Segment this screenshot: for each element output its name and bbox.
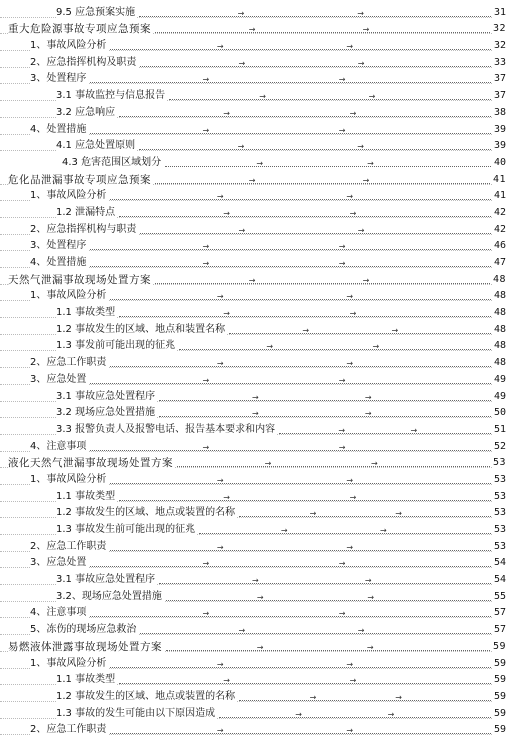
tab-arrow-icon: → bbox=[216, 192, 224, 202]
dot-leader bbox=[239, 507, 491, 519]
dot-leader bbox=[166, 641, 490, 653]
tab-arrow-icon: → bbox=[256, 592, 264, 602]
toc-page-number: 59 bbox=[492, 640, 506, 652]
tab-arrow-icon: → bbox=[362, 275, 370, 285]
toc-page-number: 59 bbox=[493, 674, 506, 686]
toc-page-number: 59 bbox=[493, 724, 506, 736]
toc-entry[interactable] bbox=[0, 686, 514, 703]
tab-arrow-icon: → bbox=[252, 576, 259, 586]
toc-entry-title: 4.1 应急处置原则 bbox=[56, 140, 136, 152]
tab-arrow-icon: → bbox=[346, 726, 354, 736]
dot-leader bbox=[179, 340, 491, 352]
toc-entry-title: 1.1 事故类型 bbox=[56, 674, 116, 686]
toc-entry[interactable] bbox=[0, 619, 514, 636]
dot-leader bbox=[219, 708, 491, 720]
dot-leader bbox=[139, 7, 491, 19]
dot-leader bbox=[110, 724, 491, 736]
toc-page-number: 57 bbox=[493, 607, 506, 619]
tab-arrow-icon: → bbox=[338, 259, 346, 268]
dot-leader bbox=[90, 557, 491, 569]
dot-leader bbox=[139, 140, 491, 152]
toc-entry-title: 3.1 事故应急处置程序 bbox=[56, 574, 156, 586]
tab-arrow-icon: → bbox=[346, 542, 354, 552]
toc-entry[interactable] bbox=[0, 603, 514, 620]
dot-leader bbox=[199, 524, 491, 536]
tab-arrow-icon: → bbox=[372, 342, 380, 352]
toc-page-number: 48 bbox=[492, 273, 506, 285]
toc-entry-title: 3.1 事故监控与信息报告 bbox=[56, 90, 166, 102]
toc-page-number: 32 bbox=[492, 23, 506, 35]
toc-entry-title: 3.2 现场应急处置措施 bbox=[56, 407, 156, 419]
toc-entry-title: 3、应急处置 bbox=[30, 373, 87, 385]
toc-page-number: 55 bbox=[493, 590, 506, 602]
tab-arrow-icon: → bbox=[364, 392, 372, 402]
toc-entry[interactable] bbox=[0, 703, 514, 720]
toc-entry-title: 4、注意事项 bbox=[30, 440, 87, 452]
tab-arrow-icon: → bbox=[248, 175, 256, 185]
toc-page-number: 39 bbox=[493, 140, 506, 152]
dot-leader bbox=[110, 290, 491, 302]
dot-leader bbox=[110, 474, 491, 486]
toc-entry-title: 1.2 事故发生的区域、地点或装置的名称 bbox=[56, 507, 236, 519]
tab-arrow-icon: → bbox=[259, 92, 266, 102]
dot-leader bbox=[177, 457, 490, 469]
toc-page-number: 53 bbox=[493, 507, 506, 519]
toc-entry[interactable] bbox=[0, 152, 514, 169]
toc-entry[interactable] bbox=[0, 419, 514, 436]
toc-entry-title: 3、处置程序 bbox=[30, 73, 87, 85]
dot-leader bbox=[159, 407, 491, 419]
toc-entry-title: 3.2、现场应急处置措施 bbox=[56, 590, 162, 602]
toc-entry[interactable] bbox=[0, 85, 514, 102]
tab-arrow-icon: → bbox=[223, 492, 230, 502]
tab-arrow-icon: → bbox=[223, 676, 230, 686]
toc-entry-title: 4、处置措施 bbox=[30, 257, 87, 268]
toc-entry-title: 1.3 事故发生前可能出现的征兆 bbox=[56, 524, 196, 535]
dot-leader bbox=[140, 624, 491, 636]
toc-entry[interactable] bbox=[0, 186, 514, 203]
toc-entry-title: 4、注意事项 bbox=[30, 607, 87, 619]
dot-leader bbox=[119, 491, 491, 503]
toc-entry[interactable] bbox=[0, 269, 514, 286]
toc-entry[interactable] bbox=[0, 336, 514, 353]
dot-leader bbox=[239, 691, 491, 703]
toc-page-number: 54 bbox=[493, 574, 506, 586]
toc-entry[interactable] bbox=[0, 469, 514, 486]
toc-page-number: 53 bbox=[493, 524, 506, 535]
tab-arrow-icon: → bbox=[238, 225, 246, 235]
dot-leader bbox=[155, 23, 490, 35]
dot-leader bbox=[110, 40, 491, 52]
toc-page-number: 37 bbox=[493, 90, 506, 102]
toc-page-number: 59 bbox=[493, 690, 506, 702]
toc-entry-title: 2、应急指挥机构及职责 bbox=[30, 56, 137, 68]
toc-entry[interactable] bbox=[0, 486, 514, 503]
tab-arrow-icon: → bbox=[357, 626, 365, 636]
tab-arrow-icon: → bbox=[309, 509, 317, 519]
dot-leader bbox=[140, 224, 491, 236]
tab-arrow-icon: → bbox=[387, 709, 395, 719]
toc-entry[interactable] bbox=[0, 286, 514, 303]
tab-arrow-icon: → bbox=[349, 309, 357, 319]
toc-entry[interactable] bbox=[0, 636, 514, 653]
tab-arrow-icon: → bbox=[366, 642, 375, 652]
tab-arrow-icon: → bbox=[202, 609, 210, 619]
toc-page-number: 47 bbox=[493, 257, 506, 268]
toc-entry-title: 1.2 事故发生的区域、地点和装置名称 bbox=[56, 323, 226, 335]
tab-arrow-icon: → bbox=[295, 709, 302, 719]
tab-arrow-icon: → bbox=[202, 75, 210, 85]
tab-arrow-icon: → bbox=[338, 375, 346, 385]
toc-page-number: 54 bbox=[493, 557, 506, 569]
tab-arrow-icon: → bbox=[216, 292, 224, 302]
tab-arrow-icon: → bbox=[216, 726, 224, 736]
tab-arrow-icon: → bbox=[216, 359, 224, 369]
tab-arrow-icon: → bbox=[367, 592, 375, 602]
tab-arrow-icon: → bbox=[364, 409, 372, 419]
dot-leader bbox=[279, 424, 491, 436]
tab-arrow-icon: → bbox=[349, 208, 357, 218]
toc-page-number: 48 bbox=[493, 340, 506, 352]
toc-entry[interactable] bbox=[0, 369, 514, 386]
tab-arrow-icon: → bbox=[216, 42, 224, 52]
toc-entry[interactable] bbox=[0, 169, 514, 186]
toc-entry-title: 1、事故风险分析 bbox=[30, 290, 107, 302]
tab-arrow-icon: → bbox=[346, 475, 354, 485]
tab-arrow-icon: → bbox=[362, 25, 370, 35]
tab-arrow-icon: → bbox=[264, 459, 272, 469]
toc-entry-title: 3.2 应急响应 bbox=[56, 106, 116, 118]
toc-entry[interactable] bbox=[0, 119, 514, 136]
dot-leader bbox=[90, 257, 491, 269]
toc-entry-title: 2、应急工作职责 bbox=[30, 724, 107, 736]
tab-arrow-icon: → bbox=[395, 509, 402, 519]
toc-entry[interactable] bbox=[0, 69, 514, 86]
toc-entry[interactable] bbox=[0, 553, 514, 570]
toc-page-number: 48 bbox=[493, 307, 506, 319]
toc-entry[interactable] bbox=[0, 236, 514, 253]
toc-entry-title: 1.2 泄漏特点 bbox=[56, 206, 116, 218]
toc-entry-title: 1.3 事故的发生可能由以下原因造成 bbox=[56, 707, 216, 719]
tab-arrow-icon: → bbox=[248, 25, 256, 35]
tab-arrow-icon: → bbox=[302, 325, 310, 335]
toc-page-number: 38 bbox=[493, 106, 506, 118]
dot-leader bbox=[90, 607, 491, 619]
toc-page-number: 49 bbox=[493, 373, 506, 385]
toc-entry-title: 1、事故风险分析 bbox=[30, 190, 107, 202]
dot-leader bbox=[110, 541, 491, 553]
dot-leader bbox=[110, 357, 491, 369]
tab-arrow-icon: → bbox=[346, 192, 354, 202]
toc-page-number: 40 bbox=[493, 156, 506, 168]
toc-page-number: 42 bbox=[493, 206, 506, 218]
tab-arrow-icon: → bbox=[362, 175, 370, 185]
tab-arrow-icon: → bbox=[380, 526, 387, 535]
toc-entry-title: 易燃液体泄露事故现场处置方案 bbox=[8, 640, 162, 653]
toc-page-number: 39 bbox=[493, 123, 506, 135]
toc-page-number: 41 bbox=[492, 173, 506, 185]
toc-entry-title: 重大危险源事故专项应急预案 bbox=[8, 23, 151, 36]
toc-entry[interactable] bbox=[0, 102, 514, 119]
toc-entry[interactable] bbox=[0, 536, 514, 553]
tab-arrow-icon: → bbox=[237, 8, 245, 18]
tab-arrow-icon: → bbox=[349, 676, 357, 686]
toc-entry-title: 3、应急处置 bbox=[30, 557, 87, 569]
tab-arrow-icon: → bbox=[256, 642, 264, 652]
toc-entry-title: 1.1 事故类型 bbox=[56, 490, 116, 502]
tab-arrow-icon: → bbox=[395, 692, 402, 702]
dot-leader bbox=[169, 90, 491, 102]
toc-page-number: 42 bbox=[493, 223, 506, 235]
tab-arrow-icon: → bbox=[364, 576, 372, 586]
toc-page-number: 57 bbox=[493, 624, 506, 636]
toc-page-number: 37 bbox=[493, 73, 506, 85]
toc-entry[interactable] bbox=[0, 403, 514, 420]
toc-entry[interactable] bbox=[0, 302, 514, 319]
tab-arrow-icon: → bbox=[238, 626, 246, 636]
tab-arrow-icon: → bbox=[202, 375, 210, 385]
tab-arrow-icon: → bbox=[367, 158, 374, 168]
toc-entry-title: 3、处置程序 bbox=[30, 240, 87, 252]
tab-arrow-icon: → bbox=[338, 125, 346, 135]
tab-arrow-icon: → bbox=[223, 108, 230, 118]
tab-arrow-icon: → bbox=[338, 559, 346, 569]
toc-entry[interactable] bbox=[0, 319, 514, 336]
toc-entry-title: 3.1 事故应急处置程序 bbox=[56, 390, 156, 402]
tab-arrow-icon: → bbox=[349, 108, 357, 118]
toc-entry-title: 2、应急指挥机构与职责 bbox=[30, 223, 137, 235]
tab-arrow-icon: → bbox=[202, 559, 210, 569]
toc-page-number: 48 bbox=[493, 290, 506, 302]
toc-page-number: 48 bbox=[493, 323, 506, 335]
toc-page-number: 53 bbox=[493, 540, 506, 552]
dot-leader bbox=[159, 574, 491, 586]
toc-page-number: 50 bbox=[493, 407, 506, 419]
toc-entry[interactable] bbox=[0, 503, 514, 520]
tab-arrow-icon: → bbox=[252, 409, 259, 419]
dot-leader bbox=[110, 190, 491, 202]
dot-leader bbox=[140, 57, 491, 69]
toc-entry[interactable] bbox=[0, 19, 514, 36]
toc-entry[interactable] bbox=[0, 252, 514, 269]
toc-entry-title: 1、事故风险分析 bbox=[30, 40, 107, 52]
toc-entry-title: 2、应急工作职责 bbox=[30, 357, 107, 369]
tab-arrow-icon: → bbox=[338, 425, 346, 435]
tab-arrow-icon: → bbox=[248, 275, 256, 285]
dot-leader bbox=[155, 174, 490, 186]
dot-leader bbox=[165, 157, 491, 169]
toc-page-number: 48 bbox=[493, 357, 506, 369]
tab-arrow-icon: → bbox=[266, 342, 274, 352]
tab-arrow-icon: → bbox=[338, 609, 346, 619]
toc-entry-title: 危化品泄漏事故专项应急预案 bbox=[8, 173, 151, 186]
tab-arrow-icon: → bbox=[346, 659, 354, 669]
toc-page-number: 59 bbox=[493, 707, 506, 719]
tab-arrow-icon: → bbox=[237, 142, 245, 152]
toc-entry[interactable] bbox=[0, 136, 514, 153]
dot-leader bbox=[90, 374, 491, 386]
toc-entry[interactable] bbox=[0, 386, 514, 403]
dot-leader bbox=[119, 207, 491, 219]
tab-arrow-icon: → bbox=[357, 58, 365, 68]
tab-arrow-icon: → bbox=[309, 692, 317, 702]
tab-arrow-icon: → bbox=[410, 425, 418, 435]
toc-page-number: 33 bbox=[493, 56, 506, 68]
tab-arrow-icon: → bbox=[349, 492, 357, 502]
dot-leader bbox=[119, 307, 491, 319]
tab-arrow-icon: → bbox=[216, 659, 224, 669]
dot-leader bbox=[229, 324, 491, 336]
toc-entry-title: 1.3 事发前可能出现的征兆 bbox=[56, 340, 176, 352]
toc-page-number: 52 bbox=[493, 440, 506, 452]
tab-arrow-icon: → bbox=[202, 442, 210, 452]
tab-arrow-icon: → bbox=[216, 542, 224, 552]
tab-arrow-icon: → bbox=[338, 242, 346, 252]
toc-entry[interactable] bbox=[0, 670, 514, 687]
dot-leader bbox=[155, 274, 490, 286]
toc-entry[interactable] bbox=[0, 202, 514, 219]
tab-arrow-icon: → bbox=[252, 392, 259, 402]
toc-entry[interactable] bbox=[0, 453, 514, 470]
tab-arrow-icon: → bbox=[371, 459, 379, 469]
tab-arrow-icon: → bbox=[223, 208, 230, 218]
tab-arrow-icon: → bbox=[357, 8, 364, 18]
toc-entry[interactable] bbox=[0, 569, 514, 586]
toc-entry[interactable] bbox=[0, 653, 514, 670]
toc-page-number: 46 bbox=[493, 240, 506, 252]
toc-entry[interactable] bbox=[0, 586, 514, 603]
toc-page-number: 53 bbox=[492, 457, 506, 469]
tab-arrow-icon: → bbox=[238, 58, 246, 68]
toc-page-number: 59 bbox=[493, 657, 506, 669]
toc-page-number: 32 bbox=[493, 40, 506, 52]
tab-arrow-icon: → bbox=[368, 92, 376, 102]
toc-entry[interactable] bbox=[0, 720, 514, 737]
toc-entry[interactable] bbox=[0, 52, 514, 69]
toc-entry-title: 2、应急工作职责 bbox=[30, 540, 107, 552]
toc-entry[interactable] bbox=[0, 352, 514, 369]
tab-arrow-icon: → bbox=[346, 42, 354, 52]
tab-arrow-icon: → bbox=[202, 125, 210, 135]
dot-leader bbox=[159, 391, 491, 403]
toc-page-number: 31 bbox=[493, 6, 506, 18]
toc-entry-title: 1.2 事故发生的区域、地点或装置的名称 bbox=[56, 690, 236, 702]
toc-entry[interactable] bbox=[0, 436, 514, 453]
tab-arrow-icon: → bbox=[223, 309, 230, 319]
dot-leader bbox=[90, 240, 491, 252]
toc-entry-title: 液化天然气泄漏事故现场处置方案 bbox=[8, 457, 173, 470]
tab-arrow-icon: → bbox=[338, 75, 346, 85]
toc-entry-title: 4、处置措施 bbox=[30, 123, 87, 135]
tab-arrow-icon: → bbox=[391, 325, 399, 335]
tab-arrow-icon: → bbox=[338, 442, 346, 452]
dot-leader bbox=[110, 658, 491, 670]
toc-entry-title: 3.3 报警负责人及报警电话、报告基本要求和内容 bbox=[56, 423, 276, 435]
tab-arrow-icon: → bbox=[357, 225, 365, 235]
toc-entry-title: 1.1 事故类型 bbox=[56, 307, 116, 319]
dot-leader bbox=[90, 441, 491, 453]
tab-arrow-icon: → bbox=[280, 526, 288, 535]
dot-leader bbox=[119, 107, 491, 119]
tab-arrow-icon: → bbox=[202, 242, 210, 252]
dot-leader bbox=[119, 674, 491, 686]
toc-page-number: 41 bbox=[493, 190, 506, 202]
toc-entry[interactable] bbox=[0, 35, 514, 52]
toc-page-number: 49 bbox=[493, 390, 506, 402]
dot-leader bbox=[90, 73, 491, 85]
toc-page-number: 53 bbox=[493, 473, 506, 485]
tab-arrow-icon: → bbox=[256, 158, 264, 168]
toc-entry-title: 1、事故风险分析 bbox=[30, 473, 107, 485]
toc-entry-title: 天然气泄漏事故现场处置方案 bbox=[8, 273, 151, 286]
toc-page-number: 53 bbox=[493, 490, 506, 502]
toc-page-number: 51 bbox=[493, 423, 506, 435]
tab-arrow-icon: → bbox=[346, 292, 354, 302]
toc-entry-title: 5、冻伤的现场应急救治 bbox=[30, 624, 137, 636]
toc-entry-title: 4.3 危害范围区域划分 bbox=[62, 156, 162, 168]
toc-entry[interactable] bbox=[0, 519, 514, 536]
tab-arrow-icon: → bbox=[202, 259, 210, 268]
tab-arrow-icon: → bbox=[216, 475, 224, 485]
tab-arrow-icon: → bbox=[346, 359, 354, 369]
dot-leader bbox=[166, 591, 491, 603]
toc-entry[interactable] bbox=[0, 2, 514, 19]
tab-arrow-icon: → bbox=[357, 142, 364, 152]
dot-leader bbox=[90, 124, 491, 136]
toc-entry[interactable] bbox=[0, 219, 514, 236]
toc-entry-title: 1、事故风险分析 bbox=[30, 657, 107, 669]
toc-entry-title: 9.5 应急预案实施 bbox=[56, 6, 136, 18]
